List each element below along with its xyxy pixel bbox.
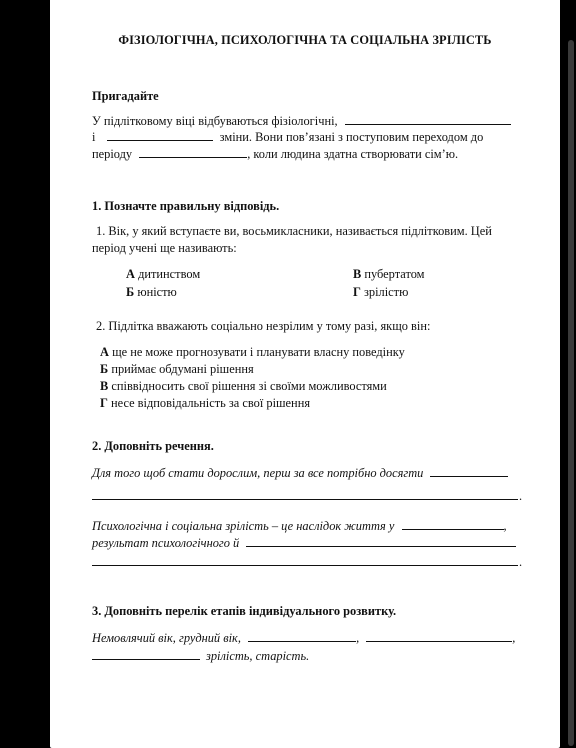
task2-sentence1 xyxy=(92,464,508,482)
sentence2-line2-text: результат психологічного й xyxy=(92,536,240,550)
sentence1-text: Для того щоб стати дорослим, перш за все потрібно досягти xyxy=(92,466,424,480)
worksheet-page xyxy=(50,0,560,748)
q2-option-b[interactable] xyxy=(100,361,254,378)
task1-heading: 1. Позначте правильну відповідь. xyxy=(92,199,280,213)
option-letter: А xyxy=(100,345,109,359)
option-letter: Г xyxy=(353,285,361,299)
page-title: ФІЗІОЛОГІЧНА, ПСИХОЛОГІЧНА ТА СОЦІАЛЬНА ЗРІЛІСТЬ xyxy=(118,33,492,47)
blank-line-sentence1[interactable] xyxy=(92,499,518,500)
task2-sentence2-line1 xyxy=(92,517,507,535)
sentence2-comma: , xyxy=(503,519,507,533)
recall-line-1-text: У підлітковому віці відбуваються фізіологічні, xyxy=(92,114,338,128)
recall-line-3-end: , коли людина здатна створювати сім’ю. xyxy=(247,147,459,161)
task3-line1 xyxy=(92,629,515,647)
blank-line-sentence2[interactable] xyxy=(92,565,518,566)
option-letter: Б xyxy=(126,285,135,299)
blank-psych-result[interactable] xyxy=(246,534,516,547)
stages-end-text: зрілість, старість. xyxy=(206,649,310,663)
option-letter: В xyxy=(353,267,362,281)
recall-heading: Пригадайте xyxy=(92,89,159,103)
task1-question2: 2. Підлітка вважають соціально незрілим у тому разі, якщо він: xyxy=(96,319,431,333)
stages-comma-1: , xyxy=(356,631,360,645)
sentence2-text: Психологічна і соціальна зрілість – це наслідок життя у xyxy=(92,519,395,533)
task1-question1-line1: 1. Вік, у який вступаєте ви, восьмикласники, називається підлітковим. Цей xyxy=(96,224,492,238)
task2-heading: 2. Доповніть речення. xyxy=(92,439,214,453)
option-letter: Г xyxy=(100,396,108,410)
task3-line2 xyxy=(92,647,309,665)
scrollbar[interactable] xyxy=(568,40,574,746)
recall-line-2 xyxy=(92,128,483,146)
recall-line-3 xyxy=(92,145,458,163)
task3-heading: 3. Доповніть перелік етапів індивідуального розвитку. xyxy=(92,604,397,618)
task2-sentence2-line2 xyxy=(92,534,516,552)
option-text: приймає обдумані рішення xyxy=(111,362,254,376)
stages-comma-2: , xyxy=(512,631,516,645)
blank-stage-2[interactable] xyxy=(366,629,512,642)
blank-life-in[interactable] xyxy=(402,517,504,530)
option-text: співвідносить свої рішення зі своїми можливостями xyxy=(111,379,387,393)
q2-option-g[interactable] xyxy=(100,395,310,412)
q1-option-v[interactable] xyxy=(353,266,425,283)
option-text: юністю xyxy=(137,285,177,299)
blank-stage-1[interactable] xyxy=(248,629,356,642)
blank-period[interactable] xyxy=(139,145,247,158)
stages-text: Немовлячий вік, грудний вік, xyxy=(92,631,241,645)
option-text: пубертатом xyxy=(364,267,425,281)
q2-option-a[interactable] xyxy=(100,344,405,361)
blank-physiological[interactable] xyxy=(345,112,511,125)
option-letter: В xyxy=(100,379,109,393)
q1-option-a[interactable] xyxy=(126,266,200,283)
recall-line-2-end: зміни. Вони пов’язані з поступовим переходом до xyxy=(219,130,484,144)
blank-changes[interactable] xyxy=(107,128,213,141)
option-text: ще не може прогнозувати і планувати власну поведінку xyxy=(112,345,405,359)
option-text: зрілістю xyxy=(364,285,409,299)
blank-stage-3[interactable] xyxy=(92,647,200,660)
option-letter: А xyxy=(126,267,135,281)
task1-question1-line2: період учені ще називають: xyxy=(92,241,237,255)
option-letter: Б xyxy=(100,362,109,376)
option-text: несе відповідальність за свої рішення xyxy=(111,396,311,410)
recall-line-2-start: і xyxy=(92,130,96,144)
option-text: дитинством xyxy=(138,267,201,281)
recall-line-3-start: періоду xyxy=(92,147,133,161)
blank-achieve[interactable] xyxy=(430,464,508,477)
q1-option-b[interactable] xyxy=(126,284,177,301)
sentence1-period: . xyxy=(519,489,523,503)
q2-option-v[interactable] xyxy=(100,378,387,395)
sentence2-period: . xyxy=(519,555,523,569)
q1-option-g[interactable] xyxy=(353,284,408,301)
